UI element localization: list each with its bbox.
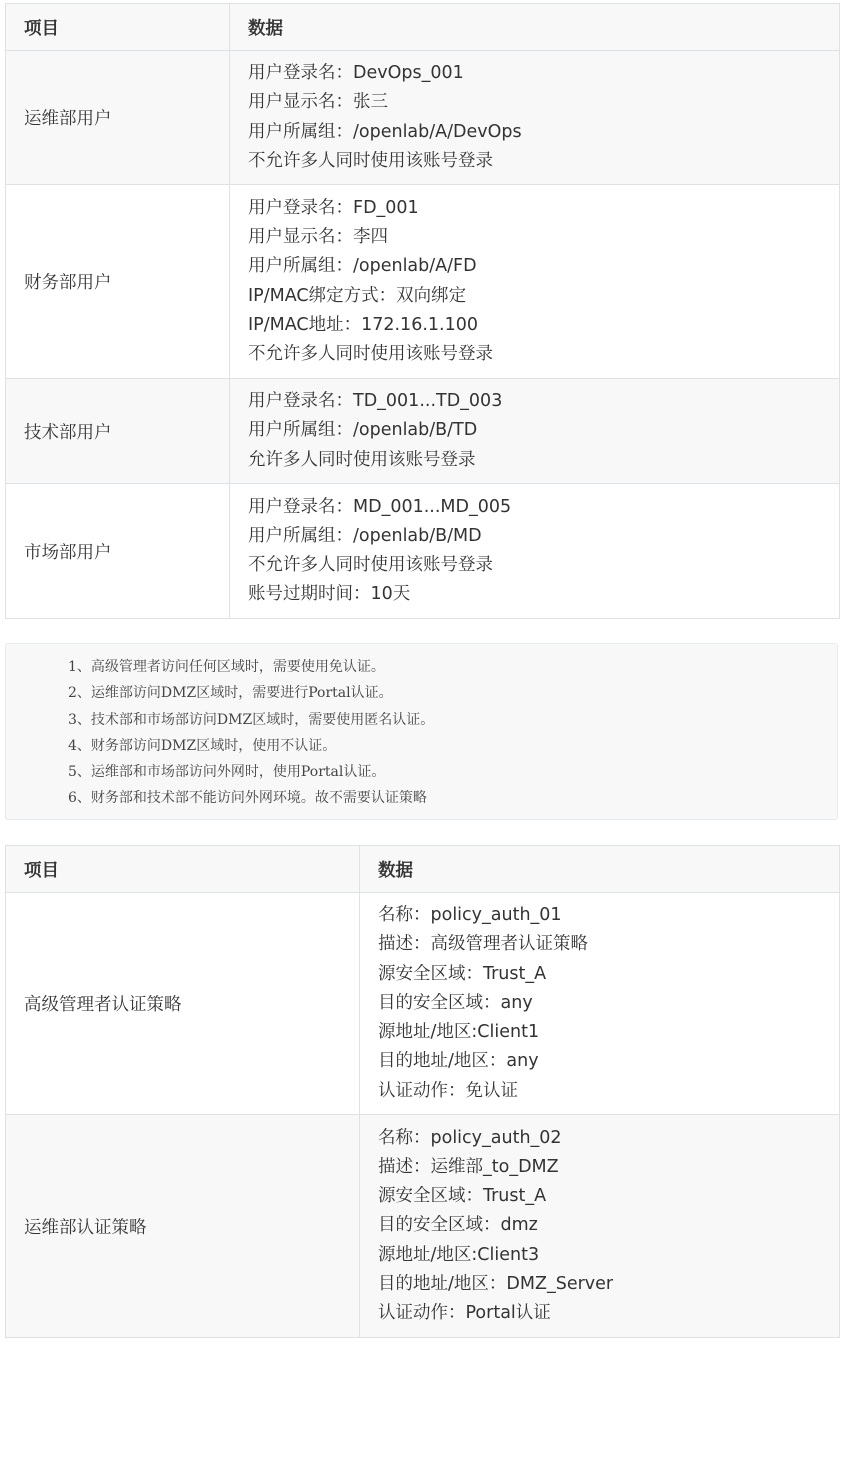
data-line: 用户所属组：/openlab/B/TD: [248, 420, 478, 441]
requirement-item: 5、运维部和市场部访问外网时，使用Portal认证。: [68, 764, 386, 781]
data-line: 用户登录名：TD_001...TD_003: [248, 391, 503, 412]
data-line: 源地址/地区:Client1: [378, 1022, 540, 1043]
data-line: IP/MAC绑定方式：双向绑定: [248, 285, 467, 306]
row-item-cell: 高级管理者认证策略: [6, 893, 360, 1115]
data-line: 用户所属组：/openlab/A/FD: [248, 256, 477, 277]
data-line: 用户登录名：FD_001: [248, 197, 419, 218]
row-item-cell: 市场部用户: [6, 484, 230, 619]
data-line: 不允许多人同时使用该账号登录: [248, 150, 493, 171]
data-line: 目的安全区域：any: [378, 992, 533, 1013]
requirement-item: 6、财务部和技术部不能访问外网环境。故不需要认证策略: [68, 790, 427, 807]
data-line: 允许多人同时使用该账号登录: [248, 449, 476, 470]
user-config-table: [5, 3, 840, 619]
row-data-cell: [360, 893, 840, 1115]
data-line: 源安全区域：Trust_A: [378, 963, 547, 984]
table-header-row: [6, 4, 840, 51]
requirement-item: 2、运维部访问DMZ区域时，需要进行Portal认证。: [68, 685, 393, 702]
row-item-cell: 财务部用户: [6, 185, 230, 379]
data-line: 不允许多人同时使用该账号登录: [248, 343, 493, 364]
row-data-cell: [230, 484, 840, 619]
row-item-cell: 运维部认证策略: [6, 1115, 360, 1338]
data-line: 源安全区域：Trust_A: [378, 1186, 547, 1207]
row-data-cell: [230, 185, 840, 379]
data-line: 描述：高级管理者认证策略: [378, 934, 588, 955]
requirement-item: 3、技术部和市场部访问DMZ区域时，需要使用匿名认证。: [68, 711, 435, 728]
data-line: 描述：运维部_to_DMZ: [378, 1156, 559, 1177]
data-line: 用户显示名：李四: [248, 227, 388, 248]
table-row: [6, 51, 840, 185]
data-line: 用户所属组：/openlab/A/DevOps: [248, 121, 522, 142]
row-item-cell: 技术部用户: [6, 379, 230, 484]
data-line: 用户所属组：/openlab/B/MD: [248, 525, 482, 546]
table-row: [6, 484, 840, 619]
data-line: 认证动作：免认证: [378, 1080, 518, 1101]
data-line: IP/MAC地址：172.16.1.100: [248, 314, 478, 335]
data-line: 不允许多人同时使用该账号登录: [248, 555, 493, 575]
requirements-code-block: [5, 643, 838, 820]
requirements-list: [6, 644, 837, 812]
table-row: [6, 379, 840, 484]
auth-policy-table: [5, 845, 840, 1338]
data-line: 目的安全区域：dmz: [378, 1215, 538, 1236]
column-header-item: 项目: [6, 846, 360, 893]
table-row: [6, 893, 840, 1115]
column-header-data: 数据: [360, 846, 840, 893]
data-line: 目的地址/地区：DMZ_Server: [378, 1273, 614, 1294]
data-line: 名称：policy_auth_01: [378, 905, 562, 926]
data-line: 目的地址/地区：any: [378, 1051, 539, 1072]
requirement-item: 1、高级管理者访问任何区域时，需要使用免认证。: [68, 659, 385, 675]
table-row: [6, 185, 840, 379]
row-data-cell: [230, 379, 840, 484]
table-row: [6, 1115, 840, 1338]
column-header-item: 项目: [6, 4, 230, 51]
row-data-cell: [230, 51, 840, 185]
data-line: 认证动作：Portal认证: [378, 1303, 551, 1323]
row-data-cell: [360, 1115, 840, 1338]
row-item-cell: 运维部用户: [6, 51, 230, 185]
column-header-data: 数据: [230, 4, 840, 51]
data-line: 用户显示名：张三: [248, 92, 388, 113]
data-line: 源地址/地区:Client3: [378, 1244, 540, 1265]
data-line: 账号过期时间：10天: [248, 584, 411, 605]
table-header-row: [6, 846, 840, 893]
data-line: 用户登录名：MD_001...MD_005: [248, 496, 512, 517]
data-line: 名称：policy_auth_02: [378, 1127, 562, 1148]
data-line: 用户登录名：DevOps_001: [248, 63, 464, 84]
requirement-item: 4、财务部访问DMZ区域时，使用不认证。: [68, 737, 337, 754]
